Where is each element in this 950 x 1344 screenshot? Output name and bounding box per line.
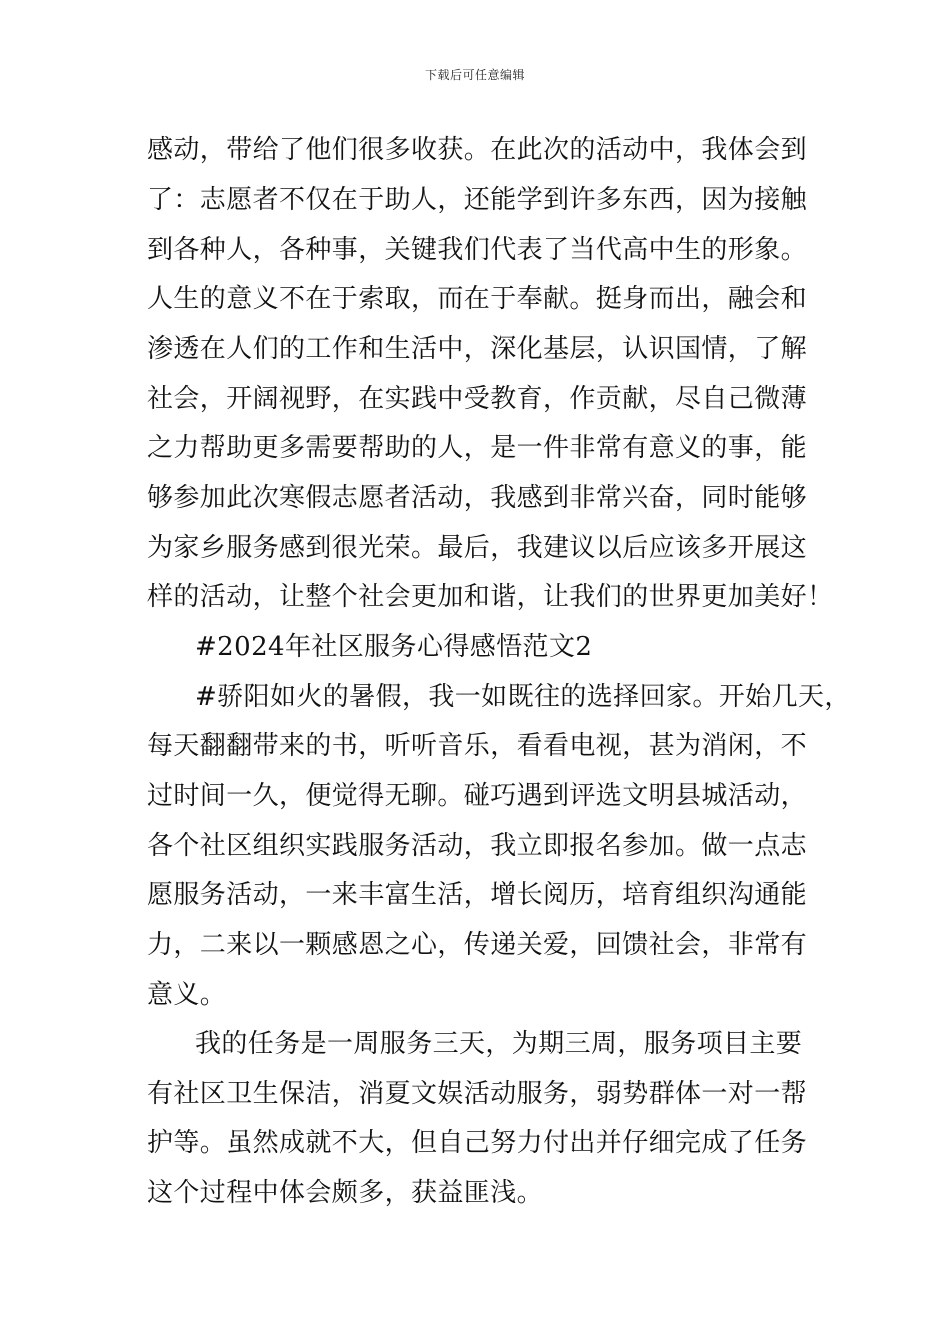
paragraph-line: 每天翻翻带来的书，听听音乐，看看电视，甚为消闲，不 [147,731,808,761]
paragraph-line: 愿服务活动，一来丰富生活，增长阅历，培育组织沟通能 [147,880,808,910]
page-header: 下载后可任意编辑 [424,68,525,82]
paragraph-line: 够参加此次寒假志愿者活动，我感到非常兴奋，同时能够 [147,483,808,513]
paragraph-line: 到各种人，各种事，关键我们代表了当代高中生的形象。 [147,235,808,265]
paragraph-line: 渗透在人们的工作和生活中，深化基层，认识国情，了解 [147,334,808,364]
paragraph-line: 社会，开阔视野，在实践中受教育，作贡献，尽自己微薄 [147,384,808,414]
paragraph-line: 为家乡服务感到很光荣。最后，我建议以后应该多开展这 [147,533,808,563]
paragraph-line: 意义。 [147,980,227,1010]
paragraph-line: 过时间一久，便觉得无聊。碰巧遇到评选文明县城活动， [147,781,808,811]
paragraph-line: 我的任务是一周服务三天，为期三周，服务项目主要 [195,1029,803,1059]
paragraph-line: 了：志愿者不仅在于助人，还能学到许多东西，因为接触 [147,185,808,215]
paragraph-line: 有社区卫生保洁，消夏文娱活动服务，弱势群体一对一帮 [147,1079,808,1109]
paragraph-line: 样的活动，让整个社会更加和谐，让我们的世界更加美好！ [147,582,834,612]
paragraph-line: 护等。虽然成就不大，但自己努力付出并仔细完成了任务 [147,1128,808,1158]
paragraph-line: #骄阳如火的暑假，我一如既往的选择回家。开始几天， [195,682,851,712]
paragraph-line: 人生的意义不在于索取，而在于奉献。挺身而出，融会和 [147,284,808,314]
paragraph-line: 这个过程中体会颇多，获益匪浅。 [147,1178,544,1208]
section-heading: #2024年社区服务心得感悟范文2 [195,632,593,662]
paragraph-line: 各个社区组织实践服务活动，我立即报名参加。做一点志 [147,831,808,861]
paragraph-line: 力，二来以一颗感恩之心，传递关爱，回馈社会，非常有 [147,930,808,960]
paragraph-line: 之力帮助更多需要帮助的人，是一件非常有意义的事，能 [147,433,808,463]
paragraph-line: 感动，带给了他们很多收获。在此次的活动中，我体会到 [147,135,808,165]
